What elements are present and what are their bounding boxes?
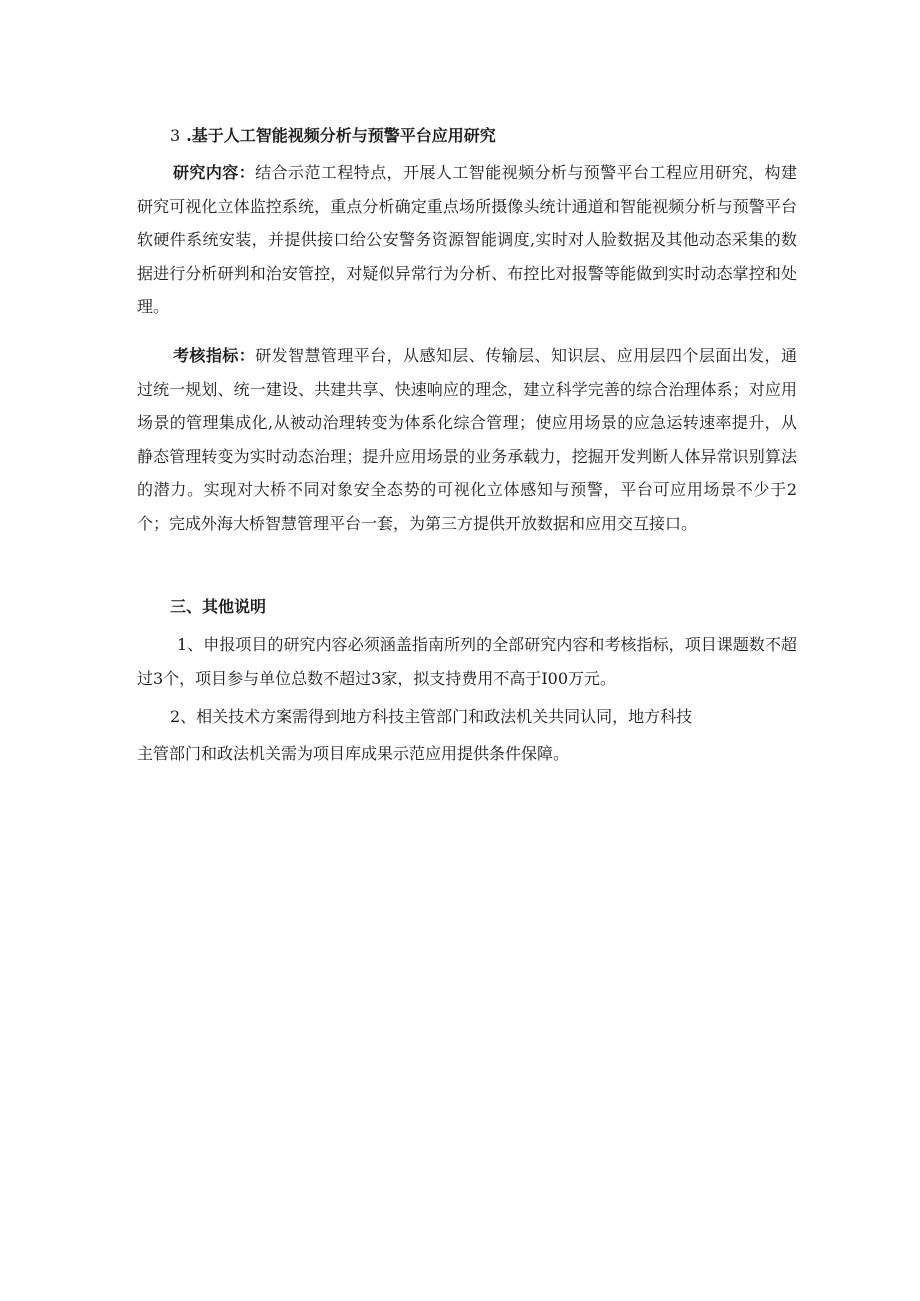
subsection-number: 3 (170, 126, 181, 145)
assessment-label: 考核指标： (173, 346, 256, 365)
note-1-paragraph: 1、申报项目的研究内容必须涵盖指南所列的全部研究内容和考核指标，项目课题数不超过3个，项目参与单位总数不超过3家，拟支持费用不高于I00万元。 (137, 635, 797, 688)
assessment-text: 研发智慧管理平台，从感知层、传输层、知识层、应用层四个层面出发，通过统一规划、统一建设、共建共享、快速响应的理念，建立科学完善的综合治理体系；对应用场景的管理集成化,从被动治理转变为体系化综合管理；使应用场景的应急运转速率提升，从静态管理转变为实时动态治理；提升应用场景的业务承载力，挖掘开发判断人体异常识别算法的潜力。实现对大桥不同对象安全态势的可视化立体感知与预警，平台可应用场景不少于2个；完成外海大桥智慧管理平台一套，为第三方提供开放数据和应用交互接口。 (137, 346, 797, 533)
subsection-title: .基于人工智能视频分析与预警平台应用研究 (186, 126, 496, 145)
assessment-paragraph (137, 339, 797, 540)
note-2-line-2: 主管部门和政法机关需为项目库成果示范应用提供条件保障。 (137, 744, 570, 763)
section-heading-other-notes: 三、其他说明 (170, 597, 267, 616)
note-2-line-1: 2、相关技术方案需得到地方科技主管部门和政法机关共同认同，地方科技 (170, 707, 693, 726)
research-content-label: 研究内容： (173, 163, 256, 182)
research-content-paragraph (137, 156, 797, 324)
subsection-heading (170, 124, 496, 148)
research-content-text: 结合示范工程特点，开展人工智能视频分析与预警平台工程应用研究，构建研究可视化立体监控系统，重点分析确定重点场所摄像头统计通道和智能视频分析与预警平台软硬件系统安装，并提供接口给公安警务资源智能调度,实时对人脸数据及其他动态采集的数据进行分析研判和治安管控，对疑似异常行为分析、布控比对报警等能做到实时动态掌控和处理。 (137, 163, 797, 316)
